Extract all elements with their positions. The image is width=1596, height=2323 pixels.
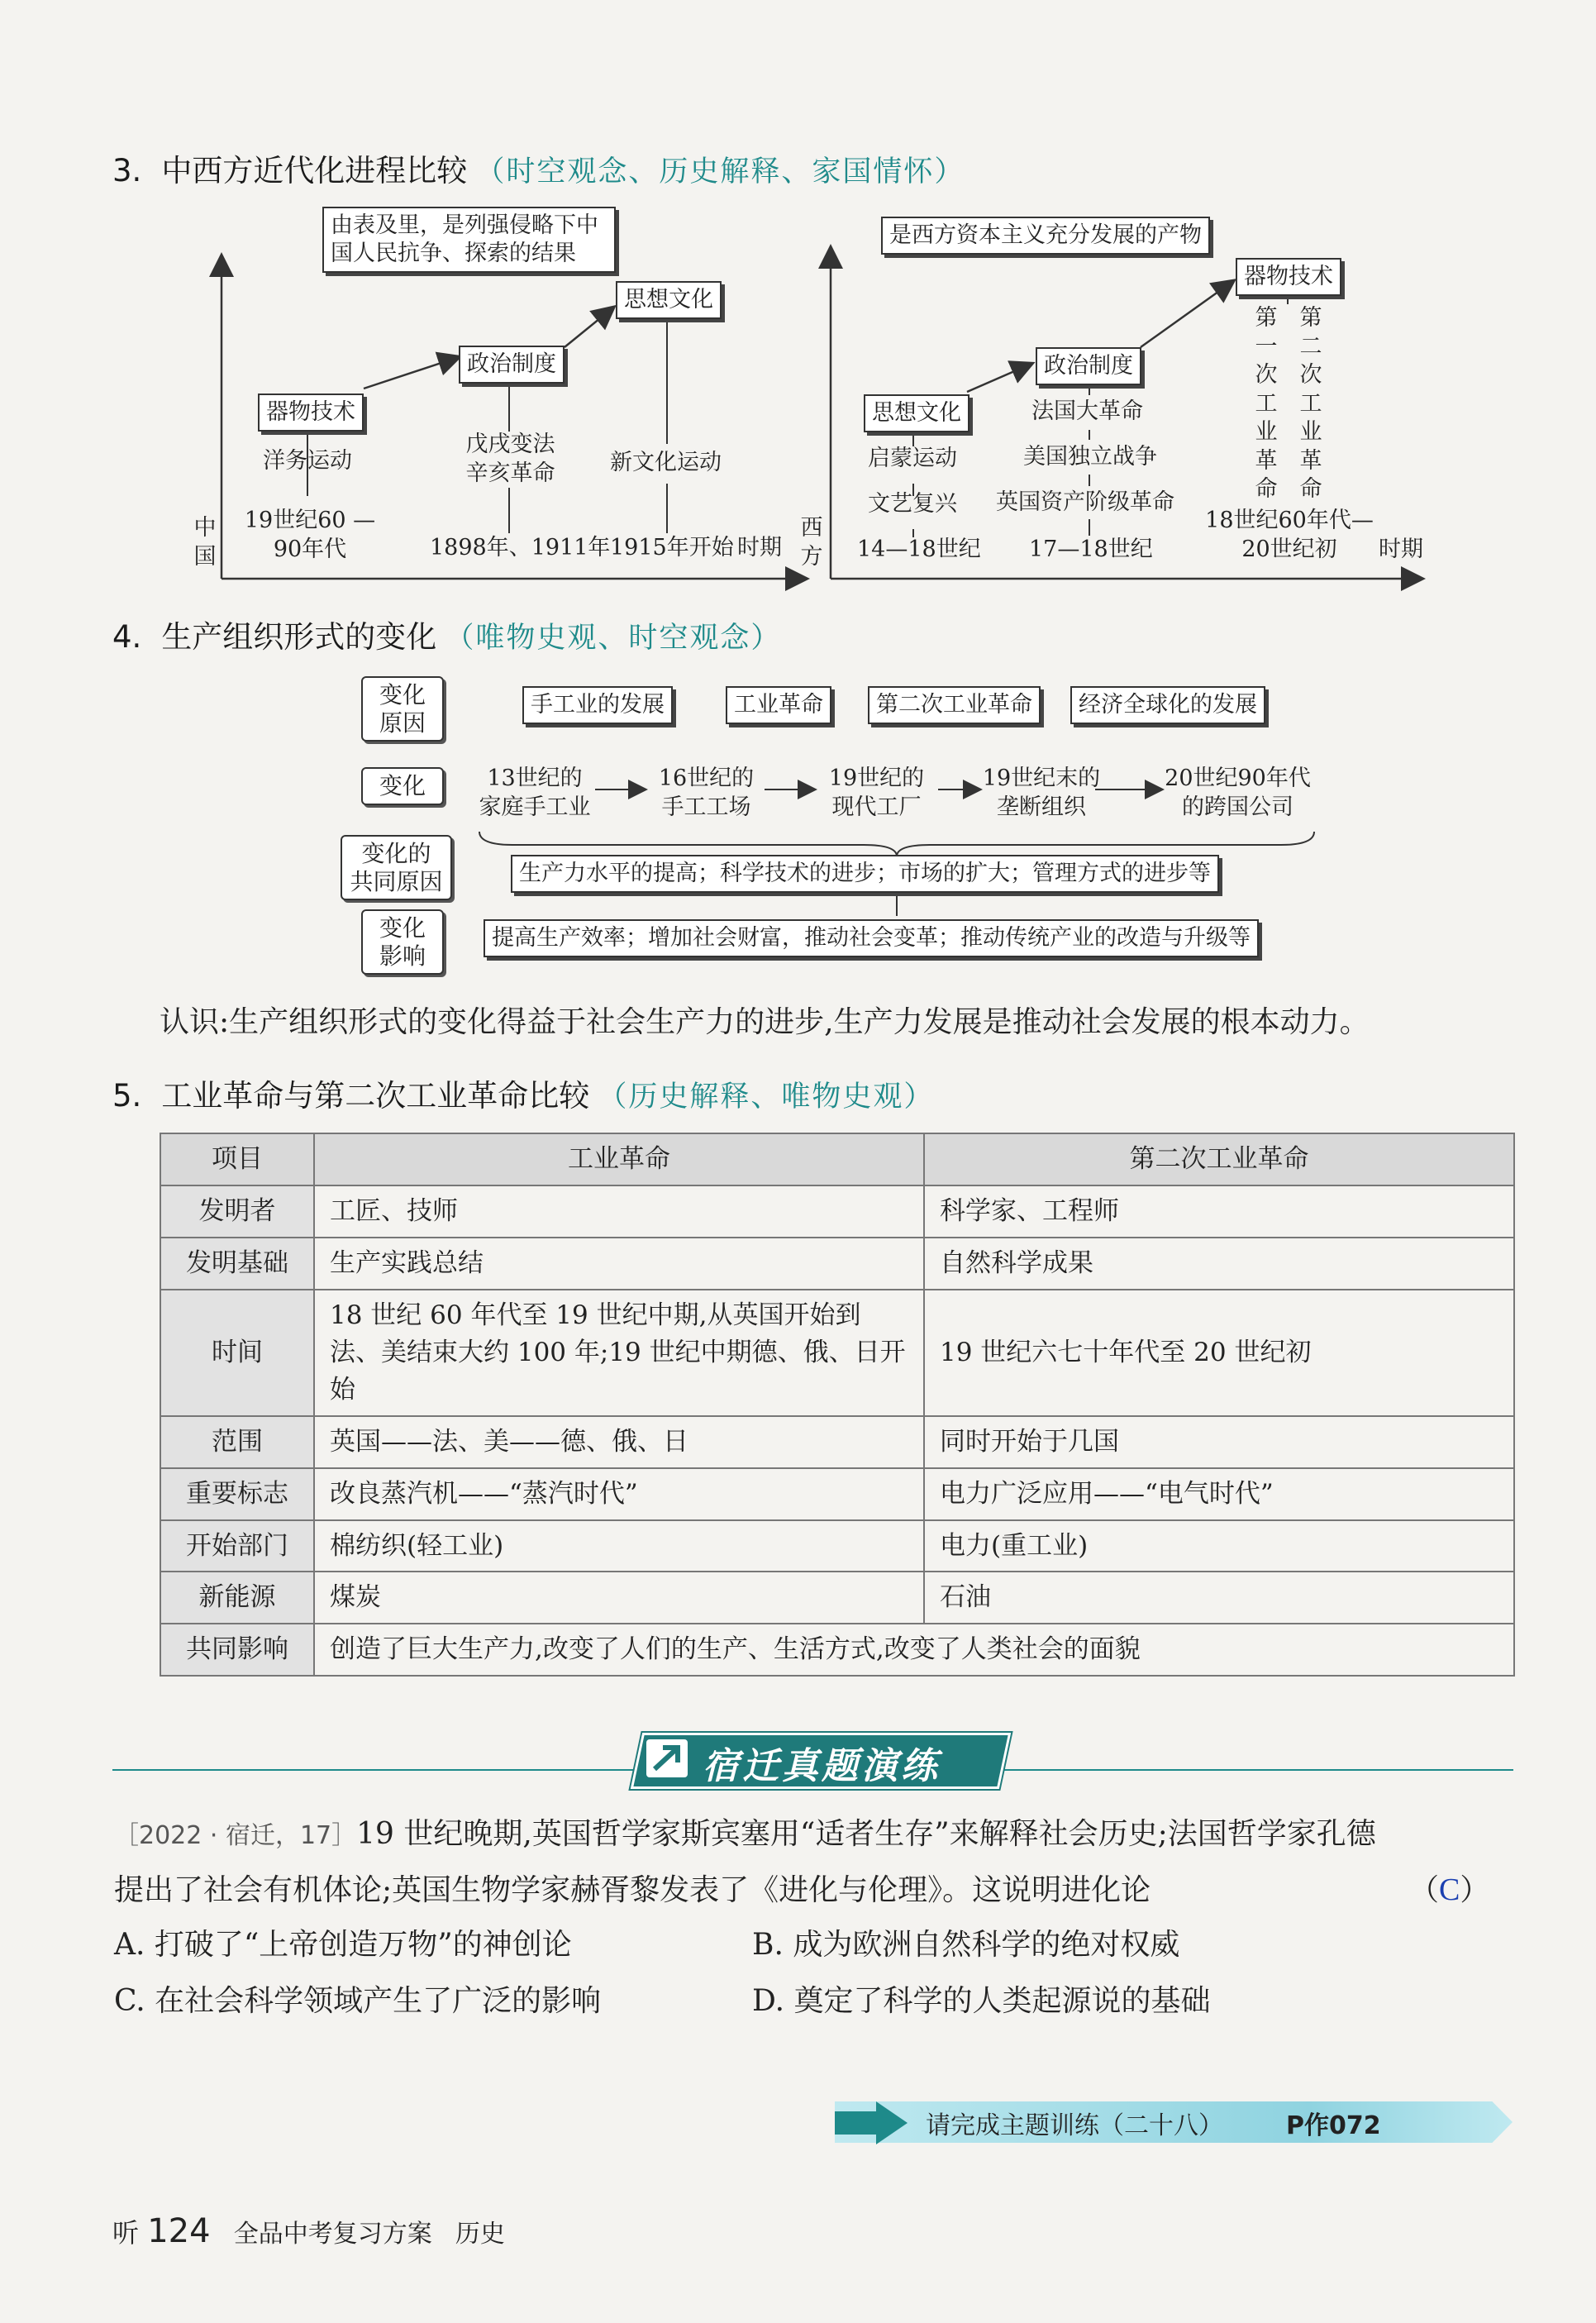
west-event-french-revolution: 法国大革命 [1031,398,1143,424]
reason-globalization: 经济全球化的发展 [1070,686,1265,724]
common-reason-box: 生产力水平的提高；科学技术的进步；市场的扩大；管理方式的进步等 [511,855,1219,893]
table-cell: 自然科学成果 [924,1238,1514,1290]
footer: 听 124 全品中考复习方案 历史 [112,2212,505,2250]
china-event-2: 戊戌变法 辛亥革命 [465,432,555,487]
china-period-1: 19世纪60 — 90年代 [244,508,376,563]
table-row-key: 新能源 [160,1572,314,1624]
section-4-title: 4. 生产组织形式的变化 （唯物史观、时空观念） [112,619,782,655]
west-axis-label: 西 方 [800,515,823,570]
comparison-table [160,1133,1515,1677]
west-period-1: 14—18世纪 [857,537,981,562]
option-d: D. 奠定了科学的人类起源说的基础 [752,1984,1211,2018]
answer-value: C [1439,1872,1460,1907]
answer-bracket: （C） [1409,1872,1490,1907]
table-row [160,1520,1514,1572]
table-row [160,1468,1514,1520]
label-change: 变化 [361,767,444,805]
option-c: C. 在社会科学领域产生了广泛的影响 [114,1984,602,2018]
table-cell: 电力(重工业) [924,1520,1514,1572]
west-event-renaissance: 文艺复兴 [868,491,957,517]
table-row [160,1624,1514,1676]
tip-page-ref: P作072 [1286,2111,1381,2140]
tip-text: 请完成主题训练（二十八） [926,2111,1223,2140]
china-axis-x-label: 时期 [737,535,782,560]
insight-text: 认识:生产组织形式的变化得益于社会生产力的进步,生产力发展是推动社会发展的根本动力。 [160,1005,1370,1039]
table-row-key: 重要标志 [160,1468,314,1520]
west-note-box: 是西方资本主义充分发展的产物 [881,217,1210,255]
table-header: 第二次工业革命 [924,1133,1514,1185]
option-a: A. 打破了“上帝创造万物”的神创论 [114,1928,572,1962]
table-cell: 电力广泛应用——“电气时代” [924,1468,1514,1520]
table-cell: 科学家、工程师 [924,1185,1514,1238]
reason-industrial-revolution: 工业革命 [726,686,831,724]
west-event-second-industrial-revolution: 第二次工业革命 [1299,305,1322,503]
west-box-culture: 思想文化 [864,394,970,432]
table-cell: 英国——法、美——德、俄、日 [314,1416,924,1468]
china-box-culture: 思想文化 [616,281,722,319]
table-cell: 19 世纪六七十年代至 20 世纪初 [924,1290,1514,1416]
reason-handicraft: 手工业的发展 [522,686,673,724]
west-event-first-industrial-revolution: 第一次工业革命 [1255,305,1278,503]
book-title: 全品中考复习方案 [233,2220,432,2249]
china-axis-label: 中 国 [193,515,217,570]
banner-arrow-icon [646,1739,688,1777]
west-period-3: 18世纪60年代— 20世纪初 [1205,508,1374,563]
table-cell: 棉纺织(轻工业) [314,1520,924,1572]
west-event-american-independence: 美国独立战争 [1023,444,1157,470]
table-cell: 18 世纪 60 年代至 19 世纪中期,从英国开始到法、美结束大约 100 年;19 世纪中期德、俄、日开始 [314,1290,924,1416]
table-cell: 煤炭 [314,1572,924,1624]
table-cell: 工匠、技师 [314,1185,924,1238]
option-b: B. 成为欧洲自然科学的绝对权威 [752,1928,1180,1962]
west-event-enlightenment: 启蒙运动 [868,446,957,471]
china-note-box: 由表及里，是列强侵略下中 国人民抗争、探索的结果 [322,207,616,273]
china-period-2: 1898年、1911年 [430,535,611,560]
table-row-key: 发明者 [160,1185,314,1238]
table-row-key: 范围 [160,1416,314,1468]
table-cell: 生产实践总结 [314,1238,924,1290]
china-box-technology: 器物技术 [258,394,364,432]
section-3-title: 3. 中西方近代化进程比较 （时空观念、历史解释、家国情怀） [112,153,965,188]
label-change-reason: 变化 原因 [361,676,444,742]
west-box-technology: 器物技术 [1236,258,1341,296]
stage-factory: 19世纪的 现代工厂 [828,766,925,821]
banner-title: 宿迁真题演练 [703,1745,941,1787]
west-axis-x-label: 时期 [1379,537,1423,562]
subject: 历史 [455,2220,505,2249]
china-event-3: 新文化运动 [610,450,722,475]
label-change-impact: 变化 影响 [361,909,444,975]
table-cell: 改良蒸汽机——“蒸汽时代” [314,1468,924,1520]
table-row [160,1238,1514,1290]
table-row-key: 开始部门 [160,1520,314,1572]
table-header-row [160,1133,1514,1185]
table-row [160,1290,1514,1416]
china-box-politics: 政治制度 [459,346,565,384]
table-row [160,1572,1514,1624]
label-common-reason: 变化的 共同原因 [341,835,452,900]
table-row [160,1185,1514,1238]
impact-box: 提高生产效率；增加社会财富，推动社会变革；推动传统产业的改造与升级等 [484,919,1259,957]
stage-monopoly: 19世纪末的 垄断组织 [982,766,1101,821]
table-header: 项目 [160,1133,314,1185]
table-row-key: 发明基础 [160,1238,314,1290]
tip-arrow-icon [835,2100,909,2149]
stage-workshop: 16世纪的 手工工场 [658,766,755,821]
west-period-2: 17—18世纪 [1029,537,1153,562]
china-event-1: 洋务运动 [263,448,352,474]
table-row-key: 共同影响 [160,1624,314,1676]
production-diagram-lines [0,0,1596,992]
question-stem-line2: 提出了社会有机体论;英国生物学家赫胥黎发表了《进化与伦理》。这说明进化论 [114,1873,1151,1907]
west-event-english-revolution: 英国资产阶级革命 [996,489,1174,515]
west-box-politics: 政治制度 [1036,347,1141,385]
stage-multinational: 20世纪90年代 的跨国公司 [1165,766,1311,821]
question-source: ［2022 · 宿迁，17］ [114,1821,357,1850]
page-number: 124 [147,2212,211,2250]
reason-second-industrial-revolution: 第二次工业革命 [868,686,1041,724]
table-row-key: 时间 [160,1290,314,1416]
table-row [160,1416,1514,1468]
table-header: 工业革命 [314,1133,924,1185]
section-5-title: 5. 工业革命与第二次工业革命比较 （历史解释、唯物史观） [112,1078,935,1114]
table-cell: 石油 [924,1572,1514,1624]
table-cell: 同时开始于几国 [924,1416,1514,1468]
china-period-3: 1915年开始 [610,535,734,560]
question-stem-line1: ［2022 · 宿迁，17］19 世纪晚期,英国哲学家斯宾塞用“适者生存”来解释社会历史;法国哲学家孔德 [114,1817,1376,1851]
table-cell: 创造了巨大生产力,改变了人们的生产、生活方式,改变了人类社会的面貌 [314,1624,1514,1676]
stage-household: 13世纪的 家庭手工业 [479,766,591,821]
